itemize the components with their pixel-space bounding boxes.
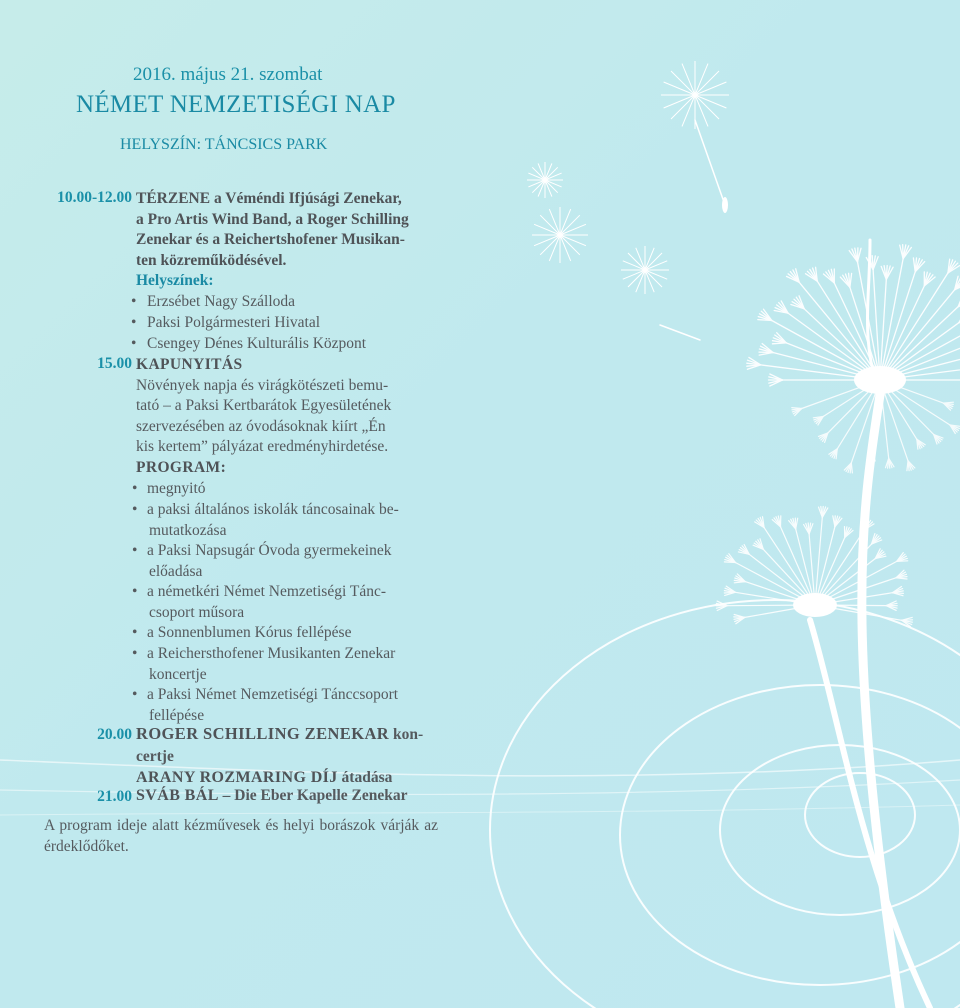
time-2000: 20.00 [97,726,132,743]
locations-label: Helyszínek: [136,272,214,290]
footer-note: A program ideje alatt kézművesek és helyi borászok várják az érdeklődőket. [44,817,438,855]
program-item: • a Sonnenblumen Kórus fellépése [132,624,352,641]
location-item: • Paksi Polgármesteri Hivatal [133,313,443,334]
event-svab-bal: SVÁB BÁL – Die Eber Kapelle Zenekar [136,787,408,804]
location-item: • Csengey Dénes Kulturális Központ [133,334,443,355]
program-item: • a Reichersthofener Musikanten Zenekar koncertje [132,645,396,683]
event-roger-schilling: ROGER SCHILLING ZENEKAR kon- certje ARANY ROZMARING DÍJ átadása [136,724,424,786]
time-1000: 10.00-12.00 [57,189,132,206]
program-item: • megnyitó [132,480,206,497]
event-terzene: TÉRZENE a Véméndi Ifjúsági Zenekar, a Pro Artis Wind Band, a Roger Schilling Zenekar és a Reichertshofener Musikan- ten közreműködésével. Helyszínek: [136,189,438,292]
program-item: • a Paksi Napsugár Óvoda gyermekeinek előadása [132,542,392,580]
time-2100: 21.00 [97,788,132,805]
program-item: • a paksi általános iskolák táncosainak be- mutatkozása [132,501,399,539]
event-title: NÉMET NEMZETISÉGI NAP [76,91,396,118]
program-item: • a németkéri Német Nemzetiségi Tánc- csoport műsora [132,583,386,621]
time-1500: 15.00 [97,355,132,372]
event-kapunyitas: KAPUNYITÁS Növények napja és virágkötészeti bemu- tató – a Paksi Kertbarátok Egyesületének szervezésében az óvodásoknak kiírt „Én kis kertem” pályázat eredményhirdetése. PROGRAM: [136,355,438,479]
event-venue: HELYSZÍN: TÁNCSICS PARK [120,136,328,153]
location-item: • Erzsébet Nagy Szálloda [133,292,443,313]
program-label: PROGRAM: [136,458,227,476]
program-item: • a Paksi Német Nemzetiségi Tánccsoport fellépése [132,686,399,724]
event-date: 2016. május 21. szombat [133,64,323,85]
